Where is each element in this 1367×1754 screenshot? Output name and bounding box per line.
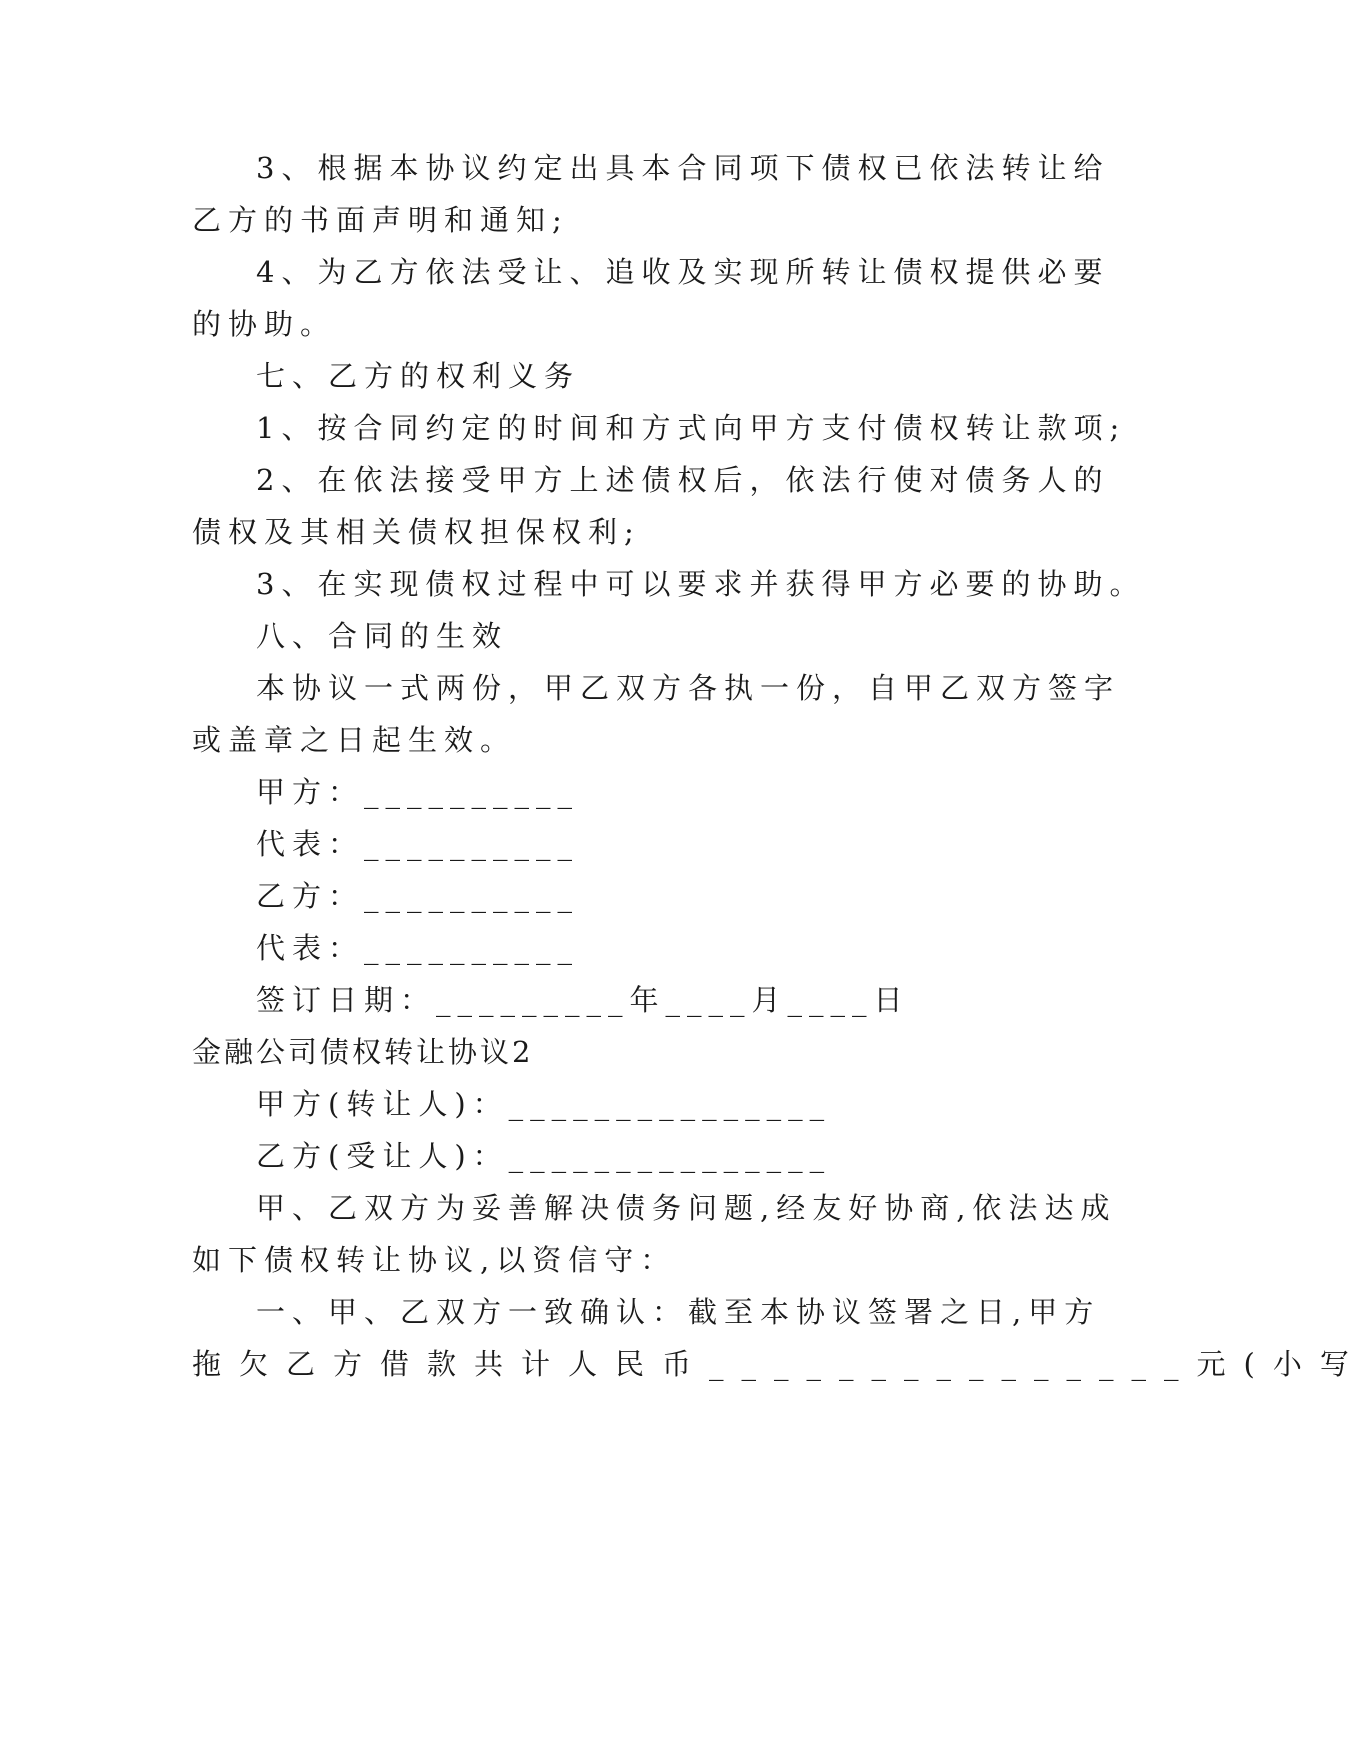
paragraph-line: 如下债权转让协议,以资信守： [192,1243,677,1277]
paragraph-line: 1、按合同约定的时间和方式向甲方支付债权转让款项; [256,411,1127,445]
paragraph-line: 3、根据本协议约定出具本合同项下债权已依法转让给 [256,151,1110,185]
paragraph-line: 一、甲、乙双方一致确认：截至本协议签署之日,甲方 [256,1295,1101,1329]
paragraph-line: 或盖章之日起生效。 [192,723,517,757]
party-b-transferee-line: 乙方(受让人)：_______________ [256,1139,832,1173]
paragraph-line: 本协议一式两份，甲乙双方各执一份，自甲乙双方签字 [256,671,1121,705]
paragraph-line: 拖欠乙方借款共计人民币_______________元(小写 [192,1347,1367,1381]
signature-line-representative-a: 代表：__________ [256,827,580,861]
paragraph-line: 的协助。 [192,307,337,341]
section-heading: 八、合同的生效 [256,619,509,653]
paragraph-line: 4、为乙方依法受让、追收及实现所转让债权提供必要 [256,255,1110,289]
section-heading: 七、乙方的权利义务 [256,359,581,393]
paragraph-line: 债权及其相关债权担保权利; [192,515,641,549]
paragraph-line: 乙方的书面声明和通知; [192,203,569,237]
paragraph-line: 2、在依法接受甲方上述债权后，依法行使对债务人的 [256,463,1110,497]
signature-line-representative-b: 代表：__________ [256,931,580,965]
signature-line-party-b: 乙方：__________ [256,879,580,913]
signing-date-line: 签订日期：_________年____月____日 [256,983,910,1017]
paragraph-line: 3、在实现债权过程中可以要求并获得甲方必要的协助。 [256,567,1146,601]
document-title: 金融公司债权转让协议2 [192,1035,534,1069]
party-a-transferor-line: 甲方(转让人)：_______________ [256,1087,832,1121]
signature-line-party-a: 甲方：__________ [256,775,580,809]
paragraph-line: 甲、乙双方为妥善解决债务问题,经友好协商,依法达成 [256,1191,1117,1225]
